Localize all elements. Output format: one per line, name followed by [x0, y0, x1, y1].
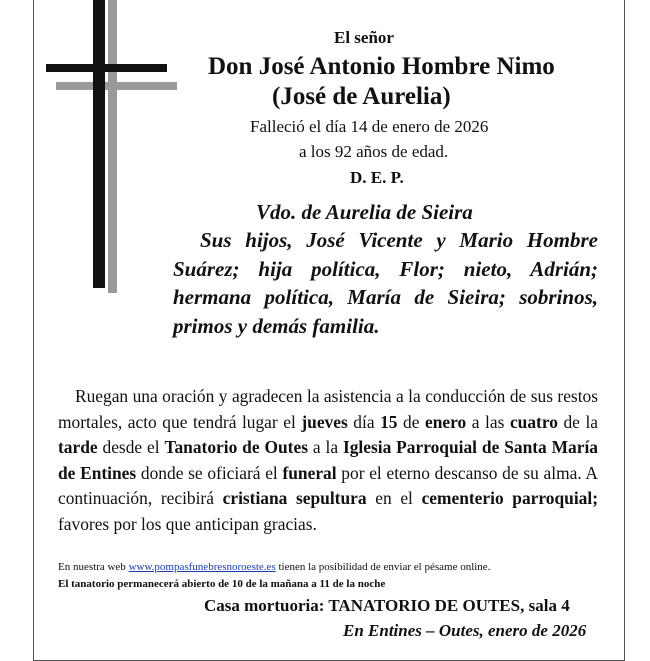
honorific: El señor	[334, 28, 394, 47]
deceased-alias: (José de Aurelia)	[272, 83, 451, 110]
age: a los 92 años de edad.	[299, 142, 449, 161]
opening-hours: El tanatorio permanecerá abierto de 10 de la mañana a 11 de la noche	[58, 578, 386, 590]
family-list: Sus hijos, José Vicente y Mario Hombre Suárez; hija política, Flor; nieto, Adrián; hermana política, María de Sieira; sobrinos, primos y demás familia.	[173, 228, 598, 338]
deceased-name: Don José Antonio Hombre Nimo	[208, 53, 555, 80]
ceremony-text: Ruegan una oración y agradecen la asistencia a la conducción de sus restos mortales, acto que tendrá lugar el jueves día 15 de enero a las cuatro de la tarde desde el Tanatorio de Outes a la Iglesia Parroquial de Santa María de Entines donde se oficiará el funeral por el eterno descanso de su alma. A continuación, recibirá cristiana sepultura en el cementerio parroquial; favores por los que anticipan gracias.	[58, 386, 598, 534]
web-note: En nuestra web www.pompasfunebresnoroeste.es tienen la posibilidad de enviar el pésame online.	[58, 561, 491, 573]
death-date: Falleció el día 14 de enero de 2026	[250, 117, 489, 136]
website-link[interactable]: www.pompasfunebresnoroeste.es	[128, 561, 276, 573]
place-date: En Entines – Outes, enero de 2026	[343, 621, 587, 640]
widower-line: Vdo. de Aurelia de Sieira	[256, 200, 473, 224]
rip: D. E. P.	[350, 168, 404, 187]
mortuary: Casa mortuoria: TANATORIO DE OUTES, sala 4	[204, 596, 570, 615]
